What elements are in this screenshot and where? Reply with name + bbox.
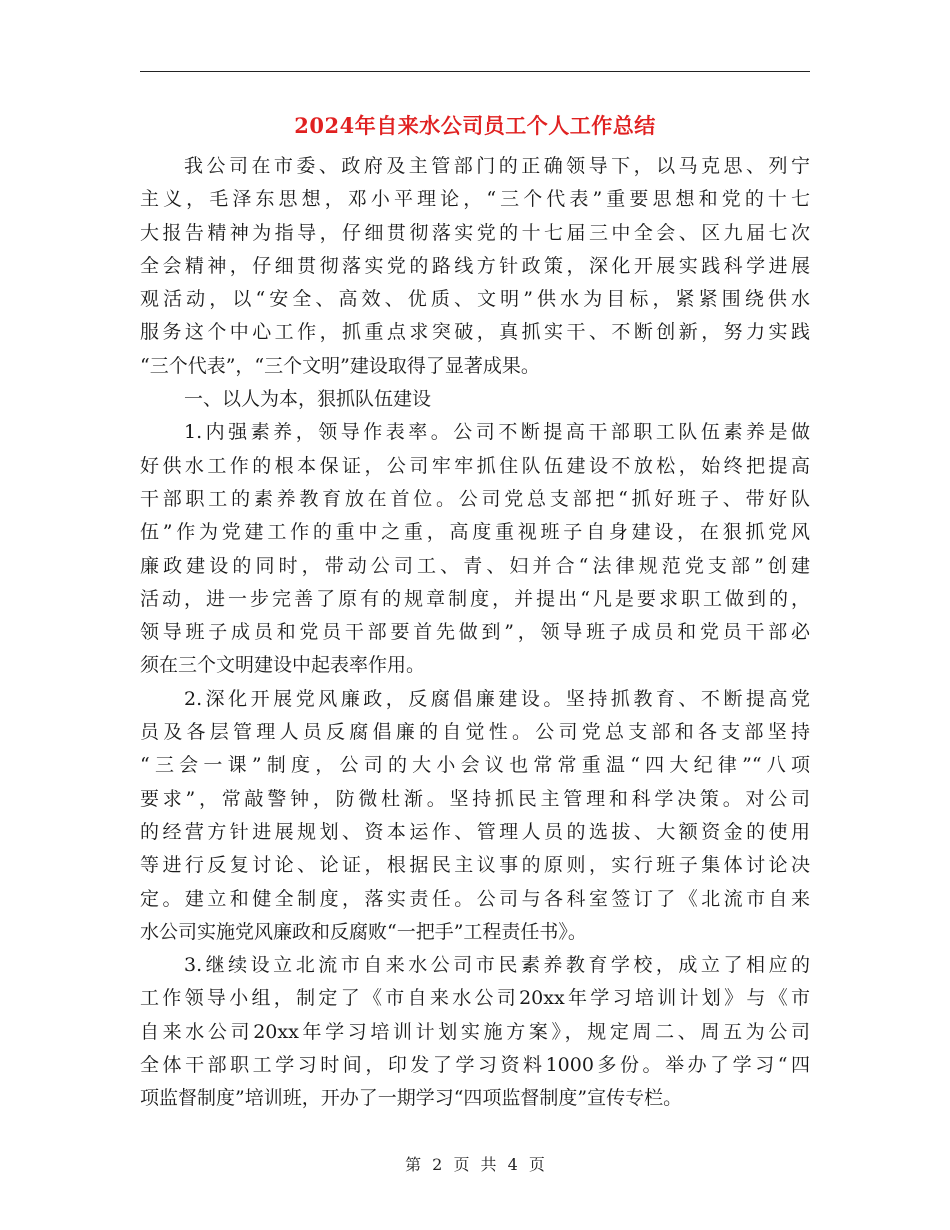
paragraph-line: 工作领导小组，制定了《市自来水公司20xx年学习培训计划》与《市 <box>140 987 810 1010</box>
paragraph-line: 的经营方针进展规划、资本运作、管理人员的选拔、大额资金的使用 <box>140 820 810 843</box>
paragraph-line: 伍”作为党建工作的重中之重，高度重视班子自身建设，在狠抓党风 <box>140 521 810 544</box>
paragraph-line: 1.内强素养，领导作表率。公司不断提高干部职工队伍素养是做 <box>184 421 810 444</box>
header-rule <box>140 71 810 72</box>
paragraph-line: 要求”，常敲警钟，防微杜渐。坚持抓民主管理和科学决策。对公司 <box>140 787 810 810</box>
paragraph-line: “三个代表”，“三个文明”建设取得了显著成果。 <box>140 354 540 377</box>
paragraph-line: 廉政建设的同时，带动公司工、青、妇并合“法律规范党支部”创建 <box>140 554 810 577</box>
paragraph-line: 员及各层管理人员反腐倡廉的自觉性。公司党总支部和各支部坚持 <box>140 721 810 744</box>
document-body <box>140 150 810 1116</box>
paragraph-line: 观活动，以“安全、高效、优质、文明”供水为目标，紧紧围绕供水 <box>140 288 810 311</box>
page-number: 第 2 页 共 4 页 <box>405 1155 545 1174</box>
document-title: 2024年自来水公司员工个人工作总结 <box>294 113 656 138</box>
paragraph-line: 领导班子成员和党员干部要首先做到”，领导班子成员和党员干部必 <box>140 621 810 644</box>
paragraph-line: 2.深化开展党风廉政，反腐倡廉建设。坚持抓教育、不断提高党 <box>184 687 810 710</box>
paragraph-line: 自来水公司20xx年学习培训计划实施方案》，规定周二、周五为公司 <box>140 1020 810 1043</box>
section-heading: 一、以人为本，狠抓队伍建设 <box>184 388 432 411</box>
paragraph-line: 项监督制度”培训班，开办了一期学习“四项监督制度”宣传专栏。 <box>140 1087 683 1110</box>
paragraph-line: 活动，进一步完善了原有的规章制度，并提出“凡是要求职工做到的， <box>140 587 810 610</box>
paragraph-line: 服务这个中心工作，抓重点求突破，真抓实干、不断创新，努力实践 <box>140 321 810 344</box>
paragraph-line: 须在三个文明建设中起表率作用。 <box>140 654 426 677</box>
paragraph-line: 大报告精神为指导，仔细贯彻落实党的十七届三中全会、区九届七次 <box>140 221 810 244</box>
paragraph-line: 全体干部职工学习时间，印发了学习资料1000多份。举办了学习“四 <box>140 1054 810 1077</box>
paragraph-line: 好供水工作的根本保证，公司牢牢抓住队伍建设不放松，始终把提高 <box>140 454 810 477</box>
paragraph-line: 全会精神，仔细贯彻落实党的路线方针政策，深化开展实践科学进展 <box>140 254 810 277</box>
paragraph-line: “三会一课”制度，公司的大小会议也常常重温“四大纪律”“八项 <box>140 754 810 777</box>
paragraph-line: 3.继续设立北流市自来水公司市民素养教育学校，成立了相应的 <box>184 954 810 977</box>
paragraph-line: 定。建立和健全制度，落实责任。公司与各科室签订了《北流市自来 <box>140 887 810 910</box>
paragraph-line: 等进行反复讨论、论证，根据民主议事的原则，实行班子集体讨论决 <box>140 854 810 877</box>
paragraph-line: 干部职工的素养教育放在首位。公司党总支部把“抓好班子、带好队 <box>140 487 810 510</box>
paragraph-line: 主义，毛泽东思想，邓小平理论，“三个代表”重要思想和党的十七 <box>140 188 810 211</box>
paragraph-line: 水公司实施党风廉政和反腐败“一把手”工程责任书》。 <box>140 920 587 943</box>
paragraph-line: 我公司在市委、政府及主管部门的正确领导下，以马克思、列宁 <box>184 155 810 177</box>
